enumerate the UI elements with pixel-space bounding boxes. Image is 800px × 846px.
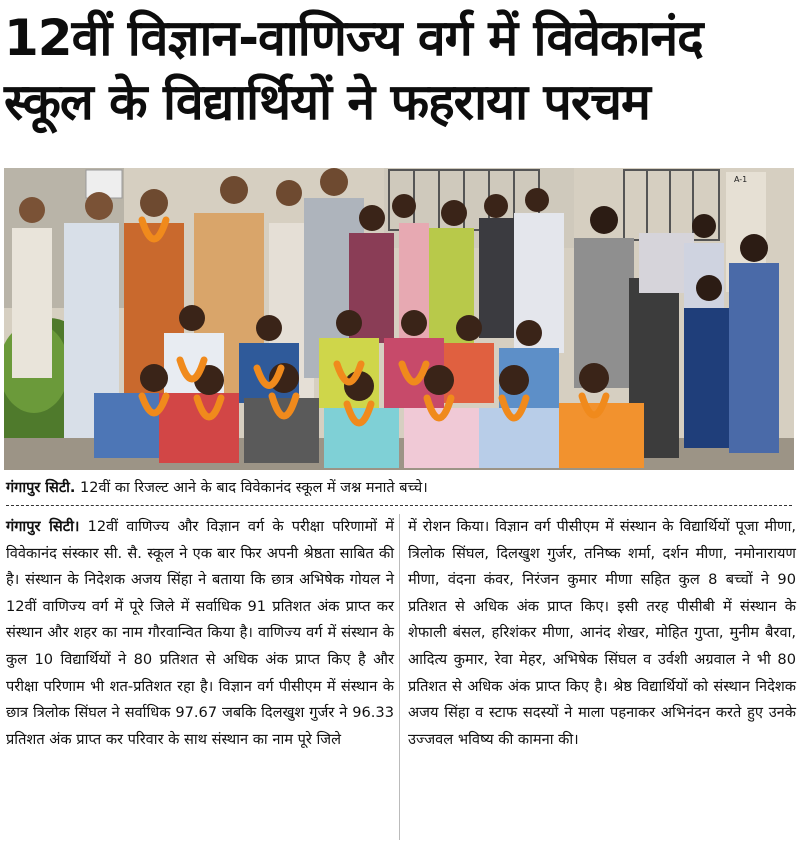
column-divider — [399, 514, 400, 840]
photo-caption — [6, 478, 796, 498]
headline: 12वीं विज्ञान-वाणिज्य वर्ग में विवेकानंद स्कूल के विद्यार्थियों ने फहराया परचम — [4, 9, 703, 131]
article-right-text: में रोशन किया। विज्ञान वर्ग पीसीएम में संस्थान के विद्यार्थियों पूजा मीणा, त्रिलोक सिंघल, दिलखुश गुर्जर, तनिष्क शर्मा, दर्शन मीणा, नमोनारायण मीणा, वंदना कंवर, निरंजन कुमार मीणा सहित कुल 8 बच्चों ने 90 प्रतिशत से अधिक अंक प्राप्त किए। इसी तरह पीसीबी में संस्थान के शेफाली बंसल, हरिशंकर मीणा, आनंद शेखर, मोहित गुप्ता, मुनीम बैरवा, आदित्य कुमार, रेवा मेहर, अभिषेक सिंघल व उर्वशी अग्रवाल ने भी 80 प्रतिशत से अधिक अंक प्राप्त किए है। श्रेष्ठ विद्यार्थियों को संस्थान निदेशक अजय सिंहा व स्टाफ सदस्यों ने माला पहनाकर अभिनंदन करते हुए उनके उज्जवल भविष्य की कामना की। — [408, 518, 796, 748]
article-dateline: गंगापुर सिटी। — [6, 518, 80, 535]
group-photo — [4, 168, 794, 470]
caption-place: गंगापुर सिटी. — [6, 480, 76, 496]
article-column-right — [408, 514, 796, 753]
caption-text: 12वीं का रिजल्ट आने के बाद विवेकानंद स्कूल में जश्न मनाते बच्चे। — [75, 480, 428, 496]
article-left-text: 12वीं वाणिज्य और विज्ञान वर्ग के परीक्षा परिणामों में विवेकानंद संस्कार सी. सै. स्कूल ने एक बार फिर अपनी श्रेष्ठता साबित की है। संस्थान के निदेशक अजय सिंहा ने बताया कि छात्र अभिषेक गोयल ने 12वीं वाणिज्य वर्ग में पूरे जिले में सर्वाधिक 91 प्रतिशत अंक प्राप्त कर संस्थान और शहर का नाम गौरवान्वित किया है। वाणिज्य वर्ग में संस्थान के कुल 10 विद्यार्थियों ने 80 प्रतिशत से अधिक अंक प्राप्त किए है और परीक्षा परिणाम भी शत-प्रतिशत रहा है। विज्ञान वर्ग पीसीएम में संस्थान के छात्र त्रिलोक सिंघल ने सर्वाधिक 97.67 जबकि दिलखुश गुर्जर ने 96.33 प्रतिशत अंक प्राप्त कर परिवार के साथ संस्थान का नाम पूरे जिले — [6, 518, 394, 748]
article-column-left — [6, 514, 394, 753]
caption-divider — [6, 505, 792, 506]
classroom-sign: A-1 — [734, 175, 748, 184]
